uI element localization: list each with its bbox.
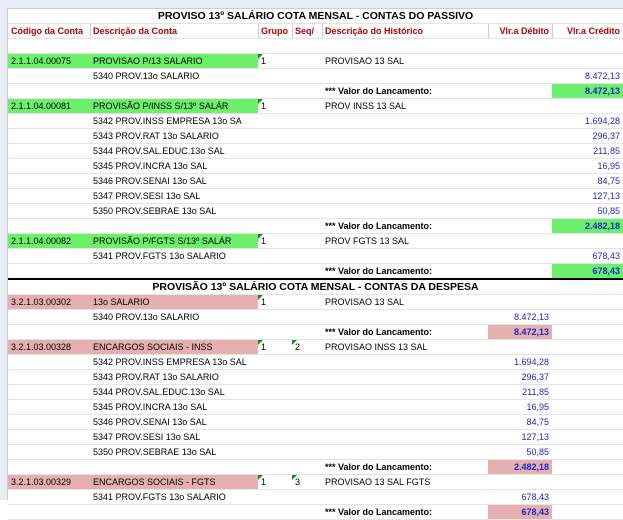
total-label: *** Valor do Lancamento: bbox=[325, 327, 433, 337]
total-label: *** Valor do Lancamento: bbox=[325, 266, 433, 276]
debit-value[interactable]: 50,85 bbox=[526, 447, 549, 457]
table-row[interactable] bbox=[8, 114, 623, 129]
line-desc[interactable]: 5340 PROV.13o SALARIO bbox=[93, 71, 200, 81]
credit-total[interactable]: 8.472,13 bbox=[552, 84, 623, 98]
line-desc[interactable]: 5347 PROV.SESI 13o SAL bbox=[93, 432, 201, 442]
debit-value[interactable]: 84,75 bbox=[526, 417, 549, 427]
debit-value[interactable]: 296,37 bbox=[521, 372, 549, 382]
table-row[interactable] bbox=[8, 159, 623, 174]
group-cell[interactable]: 1 bbox=[258, 295, 292, 309]
table-row[interactable] bbox=[8, 99, 623, 114]
table-row[interactable] bbox=[8, 430, 623, 445]
line-desc[interactable]: 5343 PROV.RAT 13o SALARIO bbox=[93, 372, 219, 382]
line-desc[interactable]: 5341 PROV.FGTS 13o SALARIO bbox=[93, 492, 226, 502]
debit-total[interactable]: 2.482,18 bbox=[488, 460, 552, 474]
table-row[interactable] bbox=[8, 340, 623, 355]
group-cell[interactable]: 1 bbox=[258, 99, 292, 113]
credit-value[interactable]: 50,85 bbox=[597, 206, 620, 216]
account-desc[interactable]: ENCARGOS SOCIAIS - FGTS bbox=[90, 475, 258, 489]
credit-value[interactable]: 84,75 bbox=[597, 176, 620, 186]
line-desc[interactable]: 5344 PROV.SAL.EDUC.13o SAL bbox=[93, 146, 225, 156]
account-code[interactable]: 3.2.1.03.00328 bbox=[8, 340, 90, 354]
credit-value[interactable]: 1.694,28 bbox=[584, 116, 620, 126]
history-cell[interactable]: PROVISAO INSS 13 SAL bbox=[325, 342, 428, 352]
table-row[interactable] bbox=[8, 129, 623, 144]
account-desc[interactable]: PROVISÃO P/INSS S/13º SALÁR bbox=[90, 99, 258, 113]
account-desc[interactable]: ENCARGOS SOCIAIS - INSS bbox=[90, 340, 258, 354]
section-title-row bbox=[8, 9, 623, 24]
total-row[interactable] bbox=[8, 325, 623, 340]
account-desc[interactable]: PROVISÃO P/FGTS S/13º SALÁR bbox=[90, 234, 258, 248]
table-row[interactable] bbox=[8, 445, 623, 460]
table-row[interactable] bbox=[8, 295, 623, 310]
header-group[interactable]: Grupo bbox=[261, 26, 288, 36]
table-row[interactable] bbox=[8, 475, 623, 490]
comment-marker-icon bbox=[258, 295, 263, 300]
debit-value[interactable]: 16,95 bbox=[526, 402, 549, 412]
credit-value[interactable]: 127,13 bbox=[592, 191, 620, 201]
empty-row[interactable] bbox=[8, 39, 623, 54]
row-header-strip[interactable] bbox=[0, 8, 8, 500]
table-row[interactable] bbox=[8, 370, 623, 385]
total-row[interactable] bbox=[8, 84, 623, 99]
table-row[interactable] bbox=[8, 174, 623, 189]
comment-marker-icon bbox=[258, 340, 263, 345]
section-title-despesa: PROVISÃO 13º SALÁRIO COTA MENSAL - CONTAS DA DESPESA bbox=[152, 281, 479, 293]
header-hist[interactable]: Descrição do Histórico bbox=[325, 26, 424, 36]
table-row[interactable] bbox=[8, 415, 623, 430]
header-code[interactable]: Código da Conta bbox=[11, 26, 83, 36]
group-cell[interactable]: 1 bbox=[258, 54, 292, 68]
credit-total[interactable]: 678,43 bbox=[552, 264, 623, 278]
comment-marker-icon bbox=[258, 99, 263, 104]
section-title-passivo: PROVISO 13º SALÁRIO COTA MENSAL - CONTAS DO PASSIVO bbox=[157, 10, 474, 22]
total-label: *** Valor do Lancamento: bbox=[325, 462, 433, 472]
table-row[interactable] bbox=[8, 54, 623, 69]
group-cell[interactable]: 1 bbox=[258, 475, 292, 489]
total-row[interactable] bbox=[8, 505, 623, 520]
total-label: *** Valor do Lancamento: bbox=[325, 86, 433, 96]
credit-value[interactable]: 8.472,13 bbox=[584, 71, 620, 81]
account-desc[interactable]: 13o SALARIO bbox=[90, 295, 258, 309]
line-desc[interactable]: 5345 PROV.INCRA 13o SAL bbox=[93, 161, 208, 171]
section-title-row bbox=[8, 280, 623, 295]
table-row[interactable] bbox=[8, 69, 623, 84]
debit-total[interactable]: 8.472,13 bbox=[488, 325, 552, 339]
history-cell[interactable]: PROVISAO 13 SAL bbox=[325, 297, 405, 307]
account-code[interactable]: 2.1.1.04.00082 bbox=[8, 234, 90, 248]
line-desc[interactable]: 5346 PROV.SENAI 13o SAL bbox=[93, 176, 207, 186]
line-desc[interactable]: 5345 PROV.INCRA 13o SAL bbox=[93, 402, 208, 412]
header-desc[interactable]: Descrição da Conta bbox=[93, 26, 178, 36]
column-header-strip[interactable] bbox=[0, 0, 623, 9]
credit-value[interactable]: 678,43 bbox=[592, 251, 620, 261]
total-row[interactable] bbox=[8, 219, 623, 234]
table-row[interactable] bbox=[8, 234, 623, 249]
debit-total[interactable]: 678,43 bbox=[488, 505, 552, 519]
table-row[interactable] bbox=[8, 189, 623, 204]
comment-marker-icon bbox=[258, 475, 263, 480]
comment-marker-icon bbox=[258, 54, 263, 59]
line-desc[interactable]: 5343 PROV.RAT 13o SALARIO bbox=[93, 131, 219, 141]
seq-cell[interactable]: 3 bbox=[292, 475, 322, 489]
credit-value[interactable]: 296,37 bbox=[592, 131, 620, 141]
history-cell[interactable]: PROV INSS 13 SAL bbox=[325, 101, 407, 111]
history-cell[interactable]: PROV FGTS 13 SAL bbox=[325, 236, 410, 246]
line-desc[interactable]: 5342 PROV.INSS EMPRESA 13o SA bbox=[93, 116, 242, 126]
table-row[interactable] bbox=[8, 400, 623, 415]
table-row[interactable] bbox=[8, 249, 623, 264]
table-row[interactable] bbox=[8, 204, 623, 219]
seq-cell[interactable]: 2 bbox=[292, 340, 322, 354]
line-desc[interactable]: 5350 PROV.SEBRAE 13o SAL bbox=[93, 206, 217, 216]
total-row[interactable] bbox=[8, 460, 623, 475]
group-cell[interactable]: 1 bbox=[258, 340, 292, 354]
line-desc[interactable]: 5347 PROV.SESI 13o SAL bbox=[93, 191, 201, 201]
line-desc[interactable]: 5340 PROV.13o SALARIO bbox=[93, 312, 200, 322]
line-desc[interactable]: 5341 PROV.FGTS 13o SALARIO bbox=[93, 251, 226, 261]
credit-value[interactable]: 211,85 bbox=[593, 146, 620, 156]
line-desc[interactable]: 5344 PROV.SAL.EDUC.13o SAL bbox=[93, 387, 225, 397]
debit-value[interactable]: 8.472,13 bbox=[513, 312, 549, 322]
header-row bbox=[8, 24, 623, 39]
header-seq[interactable]: Seq/ bbox=[295, 26, 315, 36]
credit-total[interactable]: 2.482,18 bbox=[552, 219, 623, 233]
account-code[interactable]: 3.2.1.03.00329 bbox=[8, 475, 90, 489]
total-label: *** Valor do Lancamento: bbox=[325, 221, 433, 231]
comment-marker-icon bbox=[292, 340, 297, 345]
header-credit[interactable]: Vlr.a Crédito bbox=[566, 26, 620, 36]
history-cell[interactable]: PROVISAO 13 SAL bbox=[325, 56, 405, 66]
comment-marker-icon bbox=[258, 234, 263, 239]
line-desc[interactable]: 5342 PROV.INSS EMPRESA 13o SAL bbox=[93, 357, 247, 367]
account-code[interactable]: 3.2.1.03.00302 bbox=[8, 295, 90, 309]
spreadsheet-grid bbox=[8, 9, 623, 520]
table-row[interactable] bbox=[8, 310, 623, 325]
debit-value[interactable]: 1.694,28 bbox=[513, 357, 549, 367]
debit-value[interactable]: 127,13 bbox=[521, 432, 549, 442]
line-desc[interactable]: 5346 PROV.SENAI 13o SAL bbox=[93, 417, 207, 427]
table-row[interactable] bbox=[8, 355, 623, 370]
table-row[interactable] bbox=[8, 144, 623, 159]
account-code[interactable]: 2.1.1.04.00075 bbox=[8, 54, 90, 68]
total-row[interactable] bbox=[8, 264, 623, 280]
history-cell[interactable]: PROVISAO 13 SAL FGTS bbox=[325, 477, 431, 487]
group-cell[interactable]: 1 bbox=[258, 234, 292, 248]
credit-value[interactable]: 16,95 bbox=[597, 161, 620, 171]
comment-marker-icon bbox=[292, 475, 297, 480]
total-label: *** Valor do Lancamento: bbox=[325, 507, 433, 517]
account-code[interactable]: 2.1.1.04.00081 bbox=[8, 99, 90, 113]
table-row[interactable] bbox=[8, 385, 623, 400]
line-desc[interactable]: 5350 PROV.SEBRAE 13o SAL bbox=[93, 447, 217, 457]
account-desc[interactable]: PROVISAO P/13 SALARIO bbox=[90, 54, 258, 68]
debit-value[interactable]: 678,43 bbox=[521, 492, 549, 502]
header-debit[interactable]: Vlr.a Débito bbox=[499, 26, 549, 36]
table-row[interactable] bbox=[8, 490, 623, 505]
debit-value[interactable]: 211,85 bbox=[522, 387, 549, 397]
